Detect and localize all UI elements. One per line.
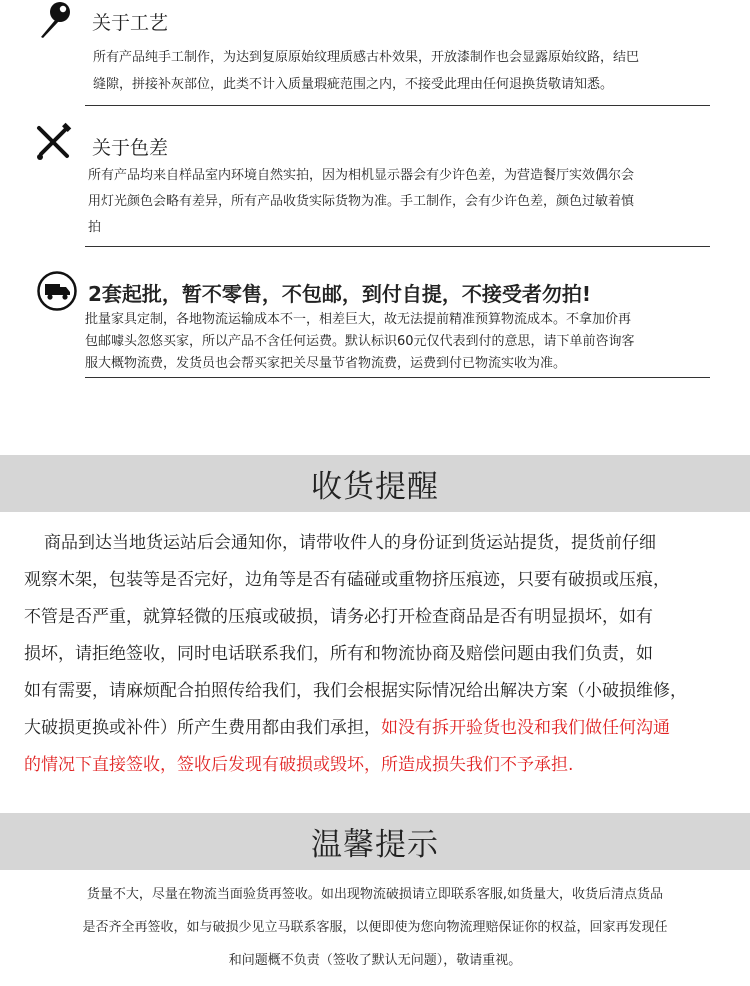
receipt-line: 损坏，请拒绝签收，同时电话联系我们，所有和物流协商及赔偿问题由我们负责，如 — [24, 644, 653, 664]
tips-heading-band — [0, 813, 750, 870]
receipt-warning-red: 如没有拆开验货也没和我们做任何沟通 — [381, 718, 670, 738]
receipt-heading-band — [0, 455, 750, 512]
craft-text — [93, 44, 639, 98]
craft-title: 关于工艺 — [92, 12, 169, 34]
divider — [85, 105, 710, 106]
wholesale-title: 2套起批，暂不零售，不包邮，到付自提，不接受者勿拍! — [88, 282, 592, 306]
wholesale-line: 服大概物流费，发货员也会帮买家把关尽量节省物流费，运费到付已物流实收为准。 — [85, 356, 567, 371]
craft-line: 所有产品纯手工制作，为达到复原原始纹理质感古朴效果，开放漆制作也会显露原始纹路，结巴 — [93, 50, 640, 65]
delivery-truck-icon — [36, 270, 78, 312]
tips-text — [20, 878, 730, 977]
receipt-line: 观察木架，包装等是否完好，边角等是否有磕碰或重物挤压痕迹，只要有破损或压痕， — [24, 570, 670, 590]
color-line: 所有产品均来自样品室内环境自然实拍，因为相机显示器会有少许色差，为营造餐厅实效偶尔会 — [88, 168, 635, 183]
receipt-line-black: 大破损更换或补件）所产生费用都由我们承担， — [24, 718, 381, 738]
divider — [85, 246, 710, 247]
receipt-warning-red: 的情况下直接签收，签收后发现有破损或毁坏，所造成损失我们不予承担. — [24, 755, 574, 775]
receipt-line: 不管是否严重，就算轻微的压痕或破损，请务必打开检查商品是否有明显损坏，如有 — [24, 607, 653, 627]
wholesale-text — [85, 309, 635, 375]
receipt-heading: 收货提醒 — [311, 469, 439, 505]
receipt-line: 商品到达当地货运站后会通知你，请带收件人的身份证到货运站提货，提货前仔细 — [44, 533, 656, 553]
tips-line: 是否齐全再签收，如与破损少见立马联系客服，以便即使为您向物流理赔保证你的权益，回家再发现任 — [82, 920, 668, 935]
tips-line: 和问题概不负责（签收了默认无问题），敬请重视。 — [228, 953, 522, 968]
pushpin-icon — [34, 0, 76, 40]
color-text — [88, 163, 634, 241]
wholesale-line: 批量家具定制，各地物流运输成本不一，相差巨大，故无法提前精准预算物流成本。不拿加价再 — [85, 312, 632, 327]
receipt-notice — [24, 525, 734, 784]
tools-crossed-icon — [33, 122, 75, 164]
color-line: 用灯光颜色会略有差异，所有产品收货实际货物为准。手工制作，会有少许色差，颜色过敏着慎 — [88, 194, 635, 209]
tips-line: 货量不大，尽量在物流当面验货再签收。如出现物流破损请立即联系客服,如货量大，收货后清点货品 — [86, 887, 664, 902]
color-title: 关于色差 — [92, 137, 169, 159]
color-line: 拍 — [88, 220, 102, 235]
tips-heading: 温馨提示 — [311, 827, 439, 863]
divider — [85, 377, 710, 378]
receipt-line-mixed — [24, 710, 734, 747]
receipt-line: 如有需要，请麻烦配合拍照传给我们，我们会根据实际情况给出解决方案（小破损维修， — [24, 681, 687, 701]
craft-line: 缝隙，拼接补灰部位，此类不计入质量瑕疵范围之内，不接受此理由任何退换货敬请知悉。 — [93, 77, 614, 92]
wholesale-line: 包邮噱头忽悠买家，所以产品不含任何运费。默认标识60元仅代表到付的意思，请下单前咨询客 — [85, 334, 635, 349]
